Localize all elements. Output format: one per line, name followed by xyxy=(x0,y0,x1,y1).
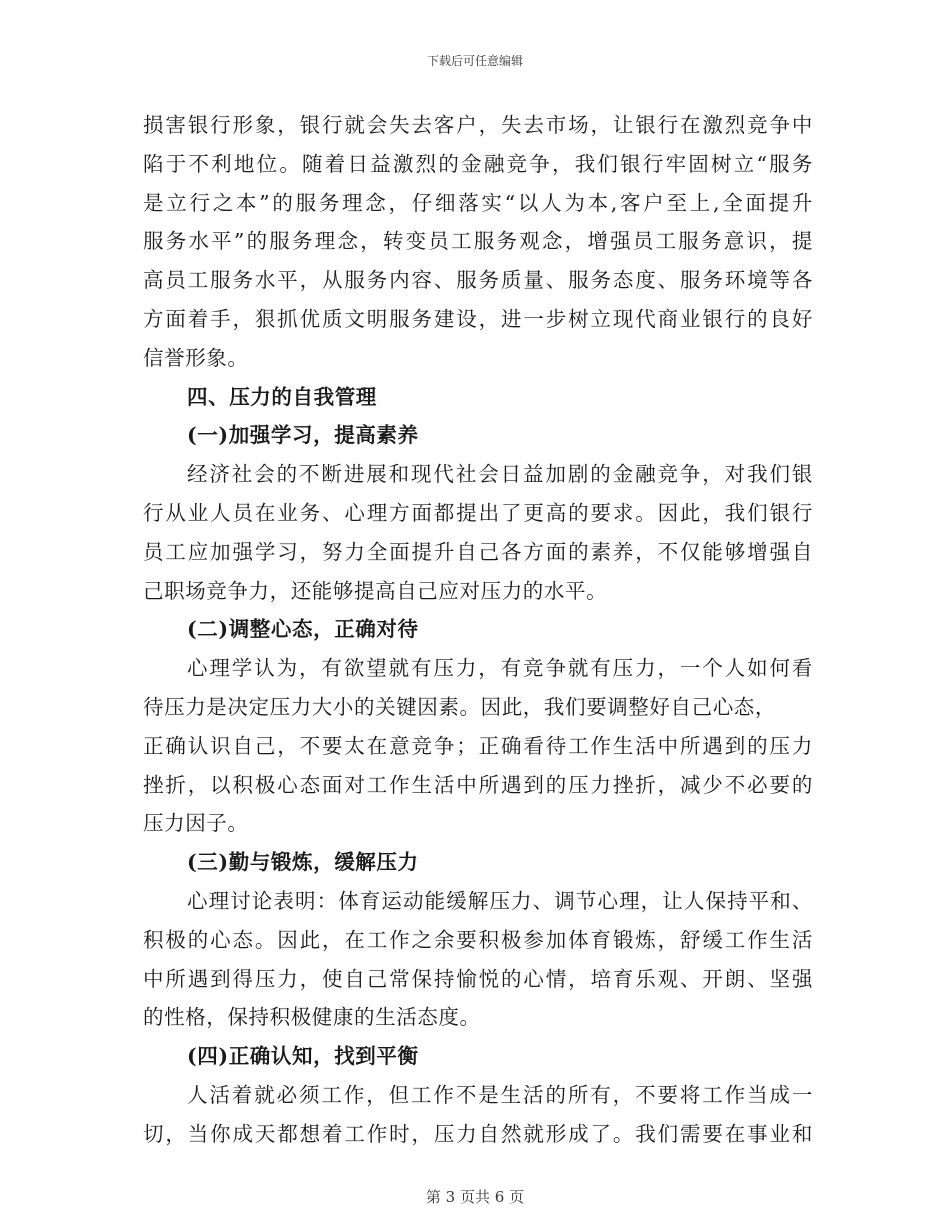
paragraph-line: 服务水平”的服务理念，转变员工服务观念，增强员工服务意识，提 xyxy=(143,229,813,254)
paragraph-line: 压力因子。 xyxy=(143,811,249,836)
subsection-heading: (四)正确认知，找到平衡 xyxy=(187,1044,419,1069)
paragraph-line: 积极的心态。因此，在工作之余要积极参加体育锻炼，舒缓工作生活 xyxy=(143,927,813,952)
paragraph-line: 信誉形象。 xyxy=(143,345,249,370)
paragraph-line: 的性格，保持积极健康的生活态度。 xyxy=(143,1005,481,1030)
paragraph-line: 方面着手，狠抓优质文明服务建设，进一步树立现代商业银行的良好 xyxy=(143,306,813,331)
subsection-heading: (一)加强学习，提高素养 xyxy=(187,423,419,448)
paragraph-line: 待压力是决定压力大小的关键因素。因此，我们要调整好自己心态， xyxy=(143,694,776,719)
section-heading: 四、压力的自我管理 xyxy=(187,384,377,409)
paragraph-line: 陷于不利地位。随着日益激烈的金融竞争，我们银行牢固树立“服务 xyxy=(143,151,813,176)
paragraph-line: 员工应加强学习，努力全面提升自己各方面的素养，不仅能够增强自 xyxy=(143,539,813,564)
paragraph-line: 挫折，以积极心态面对工作生活中所遇到的压力挫折，减少不必要的 xyxy=(143,772,813,797)
paragraph-line: 正确认识自己，不要太在意竞争；正确看待工作生活中所遇到的压力 xyxy=(143,733,813,758)
paragraph-line: 己职场竞争力，还能够提高自己应对压力的水平。 xyxy=(143,578,608,603)
paragraph-line: 行从业人员在业务、心理方面都提出了更高的要求。因此，我们银行 xyxy=(143,500,813,525)
paragraph-line: 心理学认为，有欲望就有压力，有竞争就有压力，一个人如何看 xyxy=(187,656,813,681)
paragraph-line: 人活着就必须工作，但工作不是生活的所有，不要将工作当成一 xyxy=(187,1082,813,1107)
paragraph-line: 高员工服务水平，从服务内容、服务质量、服务态度、服务环境等各 xyxy=(143,268,813,293)
paragraph-line: 切，当你成天都想着工作时，压力自然就形成了。我们需要在事业和 xyxy=(143,1121,813,1146)
subsection-heading: (二)调整心态，正确对待 xyxy=(187,617,419,642)
document-body xyxy=(143,106,813,1154)
page-number-footer: 第 3 页共 6 页 xyxy=(425,1188,525,1206)
paragraph-line: 经济社会的不断进展和现代社会日益加剧的金融竞争，对我们银 xyxy=(187,462,813,487)
paragraph-line: 心理讨论表明：体育运动能缓解压力、调节心理，让人保持平和、 xyxy=(187,888,813,913)
paragraph-line: 损害银行形象，银行就会失去客户，失去市场，让银行在激烈竞争中 xyxy=(143,113,813,137)
paragraph-line: 中所遇到得压力，使自己常保持愉悦的心情，培育乐观、开朗、坚强 xyxy=(143,966,813,991)
subsection-heading: (三)勤与锻炼，缓解压力 xyxy=(187,850,419,875)
page-header-note: 下载后可任意编辑 xyxy=(426,54,523,68)
paragraph-line: 是立行之本”的服务理念，仔细落实“以人为本,客户至上,全面提升 xyxy=(143,190,813,215)
